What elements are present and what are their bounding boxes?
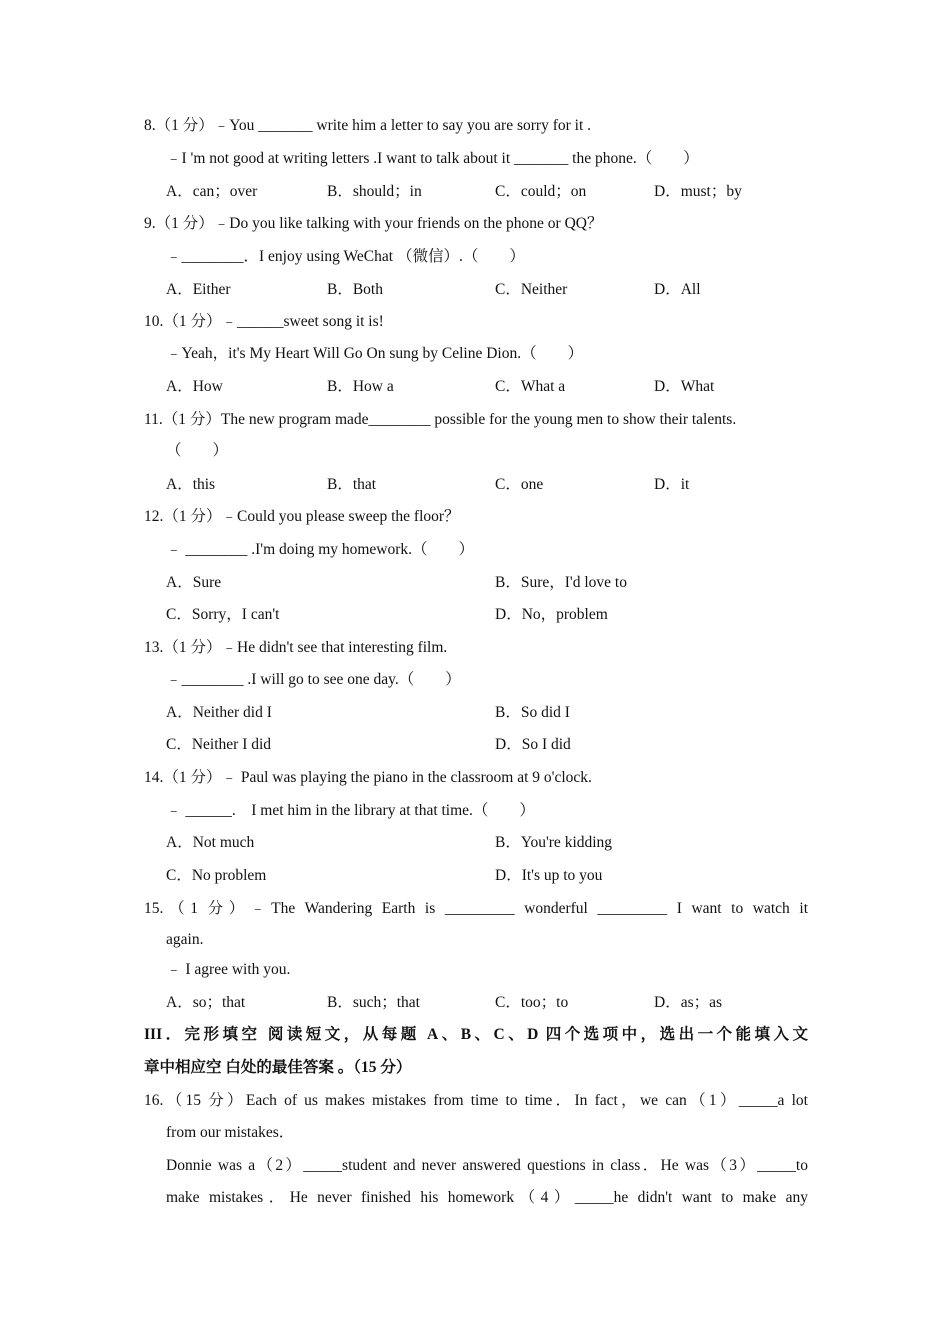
q8-option-d[interactable]: D．must；by xyxy=(654,183,742,200)
question-12-stem: 12.（1 分）﹣Could you please sweep the floor？ xyxy=(144,508,460,525)
q9-option-d[interactable]: D．All xyxy=(654,281,701,298)
q15-option-a[interactable]: A．so；that xyxy=(166,994,246,1011)
question-14-reply: ﹣ ______. I met him in the library at that time.（ ） xyxy=(166,802,535,819)
question-8-reply: ﹣I 'm not good at writing letters .I want to talk about it _______ the phone.（ ） xyxy=(166,150,699,167)
q12-option-c[interactable]: C．Sorry，I can't xyxy=(166,606,280,623)
question-13-reply: ﹣________ .I will go to see one day.（ ） xyxy=(166,671,461,688)
question-15-stem: 15.（1 分）﹣The Wandering Earth is _________ wonderful _________ I want to watch it xyxy=(144,900,808,917)
q15-option-c[interactable]: C．too；to xyxy=(495,994,569,1011)
q12-option-d[interactable]: D．No，problem xyxy=(495,606,608,623)
q11-option-d[interactable]: D．it xyxy=(654,476,690,493)
q12-option-a[interactable]: A．Sure xyxy=(166,574,222,591)
q10-option-c[interactable]: C．What a xyxy=(495,378,566,395)
question-11-stem: 11.（1 分）The new program made________ possible for the young men to show their talents. xyxy=(144,411,737,428)
q12-option-b[interactable]: B．Sure，I'd love to xyxy=(495,574,627,591)
q13-option-d[interactable]: D．So I did xyxy=(495,736,571,753)
q9-option-b[interactable]: B．Both xyxy=(327,281,383,298)
q8-option-a[interactable]: A．can；over xyxy=(166,183,258,200)
question-8-stem: 8.（1 分）﹣You _______ write him a letter to say you are sorry for it . xyxy=(144,117,592,134)
q13-option-c[interactable]: C．Neither I did xyxy=(166,736,272,753)
question-10-stem: 10.（1 分）﹣______sweet song it is! xyxy=(144,313,384,330)
question-16-line-3: Donnie was a（2）_____student and never answered questions in class．He was（3）_____to xyxy=(166,1157,808,1174)
q11-option-c[interactable]: C．one xyxy=(495,476,544,493)
question-16-line-4: make mistakes．He never finished his homework（4）_____he didn't want to make any xyxy=(166,1189,808,1206)
q13-option-b[interactable]: B．So did I xyxy=(495,704,570,721)
q15-option-d[interactable]: D．as；as xyxy=(654,994,723,1011)
q10-option-b[interactable]: B．How a xyxy=(327,378,394,395)
q10-option-d[interactable]: D．What xyxy=(654,378,715,395)
question-9-reply: ﹣________．I enjoy using WeChat （微信）.（ ） xyxy=(166,248,525,265)
q8-option-c[interactable]: C．could；on xyxy=(495,183,587,200)
q14-option-d[interactable]: D．It's up to you xyxy=(495,867,603,884)
question-16-line-1: 16.（15 分）Each of us makes mistakes from time to time．In fact，we can（1）_____a lot xyxy=(144,1092,808,1109)
section-3-heading: III．完形填空 阅读短文，从每题 A、B、C、D 四个选项中，选出一个能填入文 xyxy=(144,1026,808,1043)
question-15-reply: ﹣ I agree with you. xyxy=(166,961,291,978)
question-16-line-2: from our mistakes． xyxy=(166,1124,295,1141)
question-11-answer-bracket: （ ） xyxy=(166,442,229,459)
q14-option-b[interactable]: B．You're kidding xyxy=(495,834,613,851)
q15-option-b[interactable]: B．such；that xyxy=(327,994,420,1011)
q13-option-a[interactable]: A．Neither did I xyxy=(166,704,272,721)
q11-option-b[interactable]: B．that xyxy=(327,476,377,493)
q8-option-b[interactable]: B．should；in xyxy=(327,183,422,200)
question-10-reply: ﹣Yeah，it's My Heart Will Go On sung by Celine Dion.（ ） xyxy=(166,345,584,362)
q14-option-c[interactable]: C．No problem xyxy=(166,867,267,884)
question-15-stem-continued: again. xyxy=(166,931,204,948)
question-9-stem: 9.（1 分）﹣Do you like talking with your friends on the phone or QQ？ xyxy=(144,215,603,232)
q14-option-a[interactable]: A．Not much xyxy=(166,834,255,851)
q10-option-a[interactable]: A．How xyxy=(166,378,223,395)
section-3-heading-cont: 章中相应空 白处的最佳答案 。（15 分） xyxy=(144,1059,412,1076)
question-12-reply: ﹣ ________ .I'm doing my homework.（ ） xyxy=(166,541,475,558)
question-13-stem: 13.（1 分）﹣He didn't see that interesting film. xyxy=(144,639,448,656)
q9-option-c[interactable]: C．Neither xyxy=(495,281,568,298)
q9-option-a[interactable]: A．Either xyxy=(166,281,231,298)
q11-option-a[interactable]: A．this xyxy=(166,476,216,493)
question-14-stem: 14.（1 分）﹣ Paul was playing the piano in the classroom at 9 o'clock. xyxy=(144,769,592,786)
